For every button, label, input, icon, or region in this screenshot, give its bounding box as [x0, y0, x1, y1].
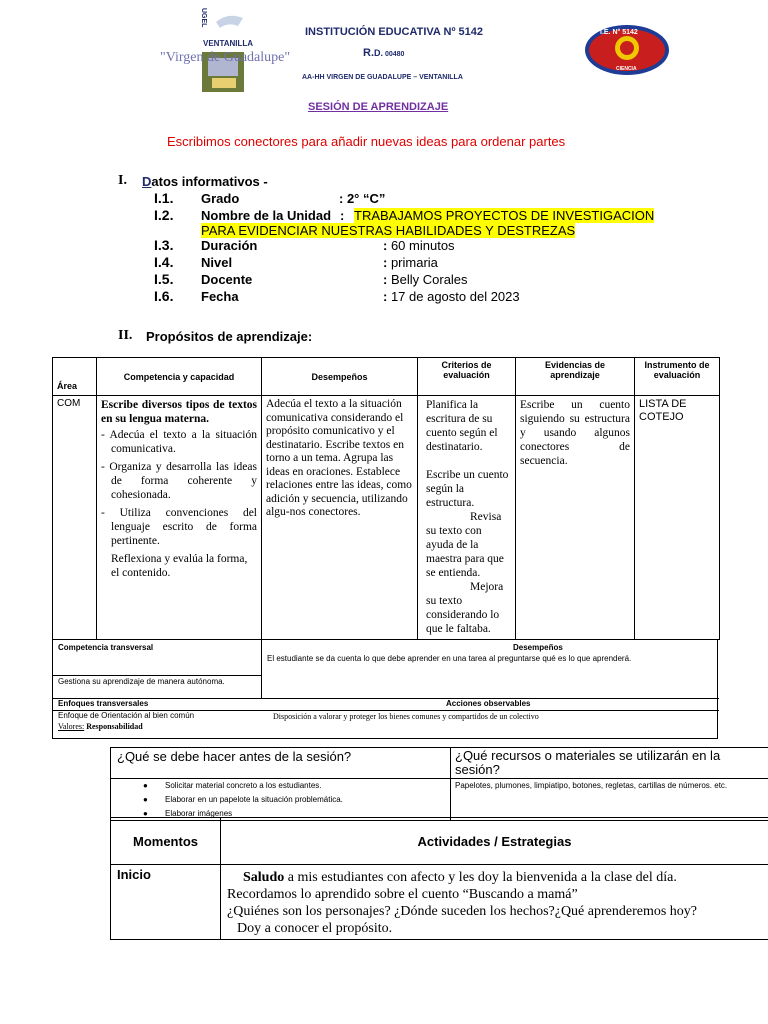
header-criterios: Criterios de evaluación [418, 358, 516, 396]
left-logo-brand: VENTANILLA [203, 39, 254, 48]
cell-competencia [97, 396, 262, 640]
item-nivel-text: primaria [387, 255, 438, 270]
item-unidad-value-line2: PARA EVIDENCIAR NUESTRAS HABILIDADES Y DESTREZAS [201, 223, 576, 238]
prep-materials: Papelotes, plumones, limpiatipo, botones, regletas, cartillas de números. etc. [451, 779, 768, 821]
purposes-main-row [53, 396, 720, 640]
prep-action-text-3: Elaborar imágenes [165, 809, 233, 818]
item-duracion-text: 60 minutos [387, 238, 455, 253]
left-logo-top-text: UGEL [200, 8, 207, 28]
item-grado-label: Grado [201, 191, 240, 206]
bullet-icon: ● [143, 809, 148, 818]
item-grado-value: : 2° “C” [339, 191, 386, 206]
inicio-activities [221, 865, 768, 940]
section1-title-rest: atos informativos - [151, 174, 268, 189]
purposes-header-row [53, 358, 720, 396]
criterio-item: Revisa su texto con ayuda de la maestra para que se entienda. [426, 511, 504, 579]
item-docente-label: Docente [201, 272, 253, 287]
resolution-number [363, 47, 404, 59]
transversal-competencia: Gestiona su aprendizaje de manera autónoma. [58, 677, 225, 686]
accion-text: Disposición a valorar y proteger los bienes comunes y compartidos de un colectivo [273, 712, 539, 721]
item-docente-colon: : [383, 272, 388, 287]
item-fecha-text: 17 de agosto del 2023 [387, 289, 520, 304]
cell-evidencias: Escribe un cuento siguiendo su estructura y usando algunos conectores de secuencia. [516, 396, 635, 640]
item-fecha-number: I.6. [154, 288, 174, 304]
criterio-item: Escribe un cuento según la estructura. [426, 469, 509, 509]
header-instrumento: Instrumento de evaluación [635, 358, 720, 396]
item-docente-text: Belly Corales [387, 272, 468, 287]
prep-table [110, 747, 768, 821]
item-duracion-colon: : [383, 238, 388, 253]
capacidad-item: - Adecúa el texto a la situación comunicativa. [101, 429, 257, 455]
cell-instrumento: LISTA DE COTEJO [635, 396, 720, 640]
right-logo [584, 24, 670, 76]
capacidad-text-1: Adecúa el texto a la situación comunicativa. [109, 429, 257, 455]
header-area: Área [53, 358, 97, 396]
prep-question-1: ¿Qué se debe hacer antes de la sesión? [111, 748, 451, 779]
moments-header-2: Actividades / Estrategias [221, 818, 768, 865]
transversal-desempeno: El estudiante se da cuenta lo que debe aprender en una tarea al preguntarse qué es lo que aprenderá. [267, 654, 632, 663]
moments-header-1: Momentos [111, 818, 221, 865]
competencia-title: Escribe diversos tipos de textos en su lengua materna. [101, 399, 257, 425]
item-unidad-label: Nombre de la Unidad [201, 208, 332, 223]
criterio-item: Planifica la escritura de su cuento según el destinatario. [426, 399, 498, 453]
transversal-desempenos-label: Desempeños [513, 643, 563, 652]
section1-number: I. [118, 173, 127, 188]
rd-middle: D. [374, 48, 383, 58]
item-unidad-sep: : [340, 208, 345, 223]
transversal-label: Competencia transversal [58, 643, 154, 652]
activity-line-3: ¿Quiénes son los personajes? ¿Dónde suceden los hechos?¿Qué aprenderemos hoy? [227, 904, 698, 919]
session-subtitle: Escribimos conectores para añadir nuevas ideas para ordenar partes [167, 134, 566, 149]
criterio-item: Mejora su texto considerando lo que le faltaba. [426, 581, 504, 635]
bullet-icon: ● [143, 781, 148, 790]
moments-inicio-row [111, 865, 768, 940]
address: AA-HH VIRGEN DE GUADALUPE – VENTANILLA [302, 74, 463, 81]
prep-action-item [117, 795, 444, 804]
prep-body-row [111, 779, 768, 821]
item-duracion-number: I.3. [154, 237, 174, 253]
item-fecha-value [383, 289, 520, 304]
header-desempenos: Desempeños [262, 358, 418, 396]
item-docente-number: I.5. [154, 271, 174, 287]
prep-actions [111, 779, 451, 821]
transversal-divider-h2 [53, 698, 719, 699]
prep-action-text-1: Solicitar material concreto a los estudiantes. [165, 781, 322, 790]
purposes-table [52, 357, 720, 640]
bullet-icon: ● [143, 795, 148, 804]
moments-table [110, 817, 768, 940]
item-nivel-label: Nivel [201, 255, 233, 270]
valores-label: Valores: [58, 722, 85, 731]
section2-number: II. [118, 328, 133, 343]
item-duracion-value [383, 238, 455, 253]
item-duracion-label: Duración [201, 238, 258, 253]
left-logo-school-name: "Virgen de Guadalupe" [160, 50, 291, 65]
item-docente-value [383, 272, 468, 287]
cell-desempenos: Adecúa el texto a la situación comunicativa considerando el propósito comunicativo y el destinatario. Escribe textos en torno a un tema. Agrupa las ideas en oraciones. Establece relaciones entre las ideas, como adición y secuencia, utilizando algu-nos conectores. [262, 396, 418, 640]
moments-header-row [111, 818, 768, 865]
section1-title-first: D [142, 174, 152, 189]
section1-title [142, 174, 268, 189]
activity-line-2: Recordamos lo aprendido sobre el cuento “Buscando a mamá” [227, 887, 578, 902]
section2-title: Propósitos de aprendizaje: [146, 329, 313, 344]
capacidad-item: - Utiliza convenciones del lenguaje escrito de forma pertinente. [101, 507, 257, 547]
item-nivel-number: I.4. [154, 254, 174, 270]
item-nivel-colon: : [383, 255, 388, 270]
acciones-label: Acciones observables [446, 699, 531, 708]
capacidad-text-2: Organiza y desarrolla las ideas de forma coherente y cohesionada. [109, 461, 257, 501]
valores [58, 722, 143, 731]
item-fecha-label: Fecha [201, 289, 239, 304]
transversal-block [52, 640, 718, 739]
cell-criterios [418, 396, 516, 640]
rd-prefix: R. [363, 47, 374, 59]
institution-name: INSTITUCIÓN EDUCATIVA Nº 5142 [305, 26, 484, 38]
valores-value: Responsabilidad [84, 722, 143, 731]
prep-action-text-2: Elaborar en un papelote la situación problemática. [165, 795, 343, 804]
header-evidencias: Evidencias de aprendizaje [516, 358, 635, 396]
transversal-divider-v [261, 640, 262, 698]
header-competencia: Competencia y capacidad [97, 358, 262, 396]
item-unidad-number: I.2. [154, 207, 174, 223]
capacidad-extra: Reflexiona y evalúa la forma, el contenido. [111, 553, 248, 579]
enfoque-text: Enfoque de Orientación al bien común [58, 711, 195, 720]
capacidad-item: - Organiza y desarrolla las ideas de forma coherente y cohesionada. [101, 461, 257, 501]
right-logo-bottom-text: CIENCIA [616, 66, 637, 72]
session-title: SESIÓN DE APRENDIZAJE [308, 101, 449, 113]
prep-action-item [117, 781, 444, 790]
right-logo-top-text: I.E. N° 5142 [600, 29, 638, 36]
prep-header-row [111, 748, 768, 779]
activity-line-1-bold: Saludo [243, 870, 285, 885]
capacidad-text-3: Utiliza convenciones del lenguaje escrito de forma pertinente. [111, 507, 257, 547]
item-nivel-value [383, 255, 438, 270]
activity-line-1-rest: a mis estudiantes con afecto y les doy la bienvenida a la clase del día. [284, 870, 677, 885]
activity-line-1 [227, 869, 764, 886]
activity-line-4: Doy a conocer el propósito. [237, 921, 393, 936]
item-unidad-value-line1: TRABAJAMOS PROYECTOS DE INVESTIGACION [354, 208, 655, 223]
item-grado-number: I.1. [154, 190, 174, 206]
item-fecha-colon: : [383, 289, 388, 304]
cell-area: COM [53, 396, 97, 640]
moment-inicio: Inicio [111, 865, 221, 940]
enfoques-label: Enfoques transversales [58, 699, 149, 708]
rd-number: 00480 [383, 51, 405, 58]
prep-question-2: ¿Qué recursos o materiales se utilizarán en la sesión? [451, 748, 768, 779]
